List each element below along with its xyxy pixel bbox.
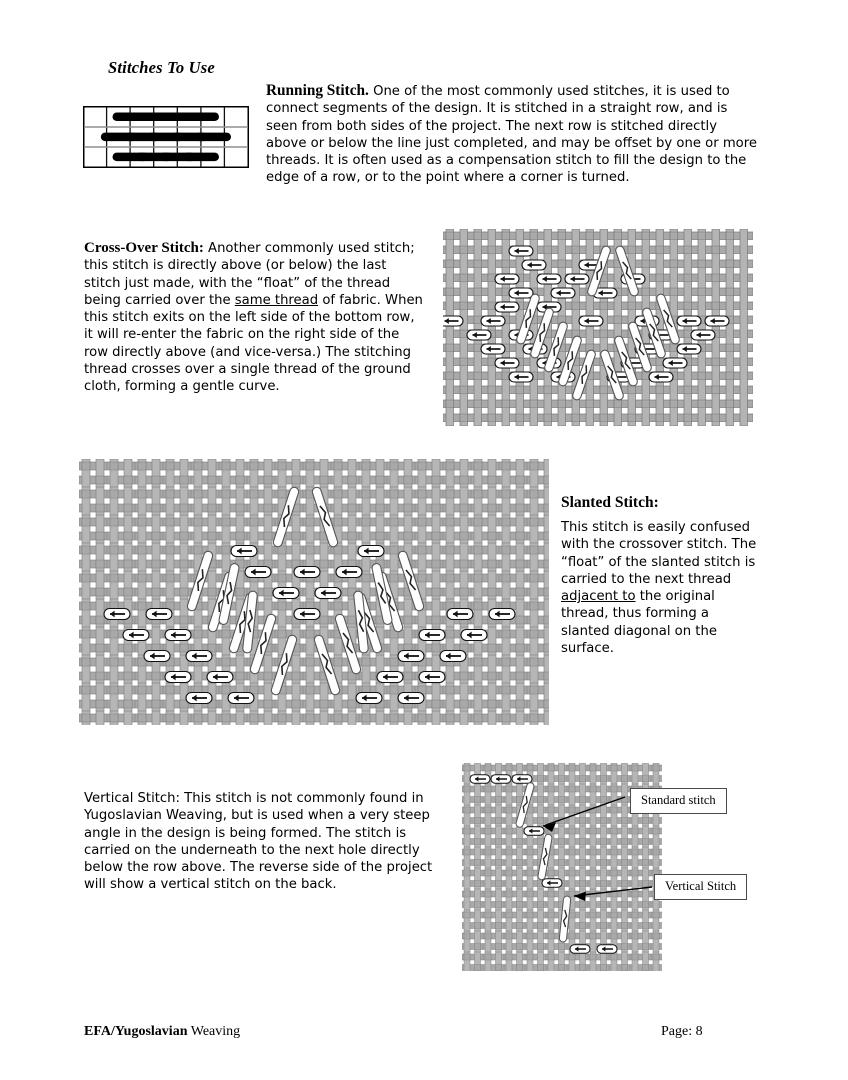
running-stitch-grid-diagram (83, 106, 249, 172)
cross-over-stitch-heading: Cross-Over Stitch: (84, 240, 204, 256)
cross-over-stitch-paragraph (84, 240, 426, 396)
slanted-stitch-weave-diagram (79, 459, 549, 729)
slanted-stitch-paragraph (561, 519, 761, 657)
footer-left (84, 1024, 240, 1040)
footer-left-bold: EFA/Yugoslavian (84, 1024, 188, 1039)
footer-page-number: Page: 8 (661, 1024, 703, 1039)
slanted-stitch-heading: Slanted Stitch: (561, 494, 659, 511)
running-stitch-paragraph (266, 82, 760, 187)
cross-over-stitch-weave-diagram (443, 229, 753, 430)
cross-over-stitch-body-1: Another commonly used stitch; this stitch is directly above (or below) the last stitch just made, with the “float” of the thread being carried over the (84, 241, 415, 308)
running-stitch-body: One of the most commonly used stitches, it is used to connect segments of the design. It is stitched in a straight row, and is seen from both sides of the project. The next row is stitched directly above or below the line just completed, and may be offset by one or more threads. It is often used as a compensation stitch to fill the design to the edge of a row, or to the point where a corner is turned. (266, 84, 757, 186)
page-title: Stitches To Use (108, 58, 215, 77)
footer-left-rest: Weaving (187, 1024, 241, 1039)
callout-vertical-stitch: Vertical Stitch (654, 874, 747, 900)
running-stitch-heading: Running Stitch. (266, 82, 369, 99)
slanted-stitch-body-1: This stitch is easily confused with the crossover stitch. The “float” of the slanted stitch is carried to the next thread (561, 520, 757, 587)
slanted-stitch-emphasis: adjacent to (561, 589, 636, 605)
callout-standard-stitch: Standard stitch (630, 788, 727, 814)
cross-over-stitch-body-2: of fabric. When this stitch exits on the left side of the bottom row, it will re-enter the fabric on the right side of the row directly above (and vice-versa.) The stitching thread crosses over a single thread of the ground cloth, forming a gentle curve. (84, 292, 423, 395)
cross-over-stitch-emphasis: same thread (234, 292, 319, 308)
slanted-stitch-body-2: the original thread, thus forming a slanted diagonal on the surface. (561, 589, 717, 657)
vertical-stitch-paragraph: Vertical Stitch: This stitch is not commonly found in Yugoslavian Weaving, but is used when a very steep angle in the design is being formed. The stitch is carried on the underneath to the next hole directly below the row above. The reverse side of the project will show a vertical stitch on the back. (84, 791, 433, 893)
